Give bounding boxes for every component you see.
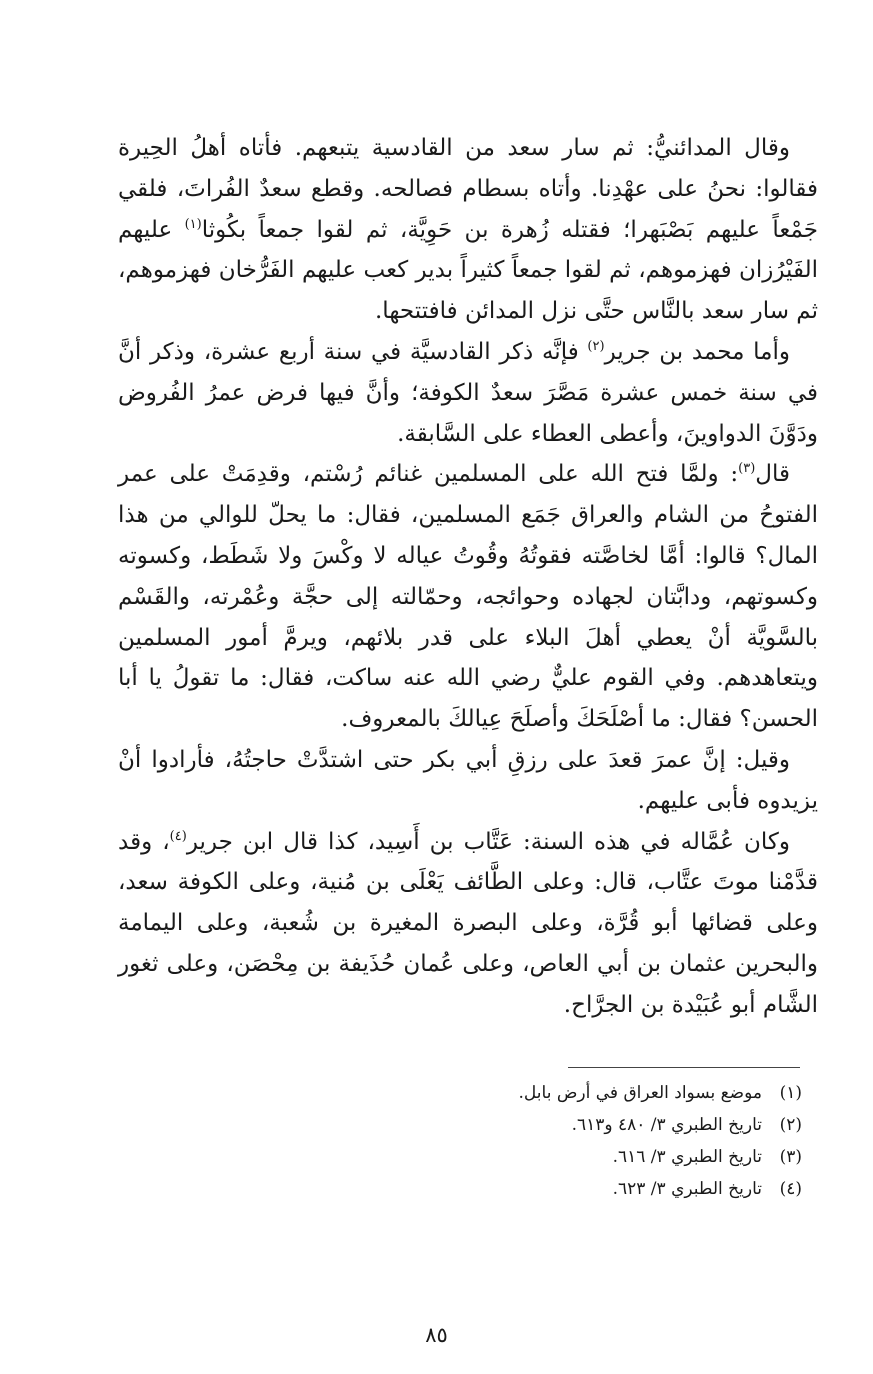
footnote-4: (٤)تاريخ الطبري ٣/ ٦٢٣.: [612, 1179, 802, 1199]
footnote-ref-4: (٤): [169, 828, 187, 844]
footnote-ref-1: (١): [184, 216, 202, 232]
paragraph-2: وأما محمد بن جرير$^{(٢)}$ فإنَّه ذكر القادسيَّة في سنة أربع عشرة، وذكر أنَّ في سنة خمس عشرة مَصَّرَ سعدٌ الكوفة؛ وأنَّ فيها فرض عمرُ الفُروض ودَوَّنَ الدواوينَ، وأعطى العطاء على السَّابقة.: [118, 338, 818, 447]
footnote-2: (٢)تاريخ الطبري ٣/ ٤٨٠ و٦١٣.: [571, 1115, 802, 1135]
footnote-ref-2: (٢): [587, 338, 605, 354]
page-number: ٨٥: [425, 1323, 448, 1347]
paragraph-3: قال$^{(٣)}$: ولمَّا فتح الله على المسلمين غنائم رُسْتم، وقدِمَتْ على عمر الفتوحُ من الشام والعراق جَمَع المسلمين، فقال: ما يحلّ للوالي من هذا المال؟ قالوا: أمَّا لخاصَّته فقوتُهُ وقُوتُ عياله لا وكْسَ ولا شَطَط، وكسوته وكسوتهم، ودابَّتان لجهاده وحوائجه، وحمّالته إلى حجَّة وعُمْرته، والقَسْم بالسَّويَّة أنْ يعطي أهلَ البلاء على قدر بلائهم، ويرمَّ أمور المسلمين ويتعاهدهم. وفي القوم عليٌّ رضي الله عنه ساكت، فقال: ما تقولُ يا أبا الحسن؟ فقال: ما أصْلَحَكَ وأصلَحَ عِيالكَ بالمعروف.: [118, 461, 818, 733]
footnotes: [300, 1077, 802, 1205]
paragraph-5: وكان عُمَّاله في هذه السنة: عَتَّاب بن أَسِيد، كذا قال ابن جرير$^{(٤)}$، وقد قدَّمْنا موتَ عتَّاب، قال: وعلى الطَّائف يَعْلَى بن مُنية، وعلى الكوفة سعد، وعلى قضائها أبو قُرَّة، وعلى البصرة المغيرة بن شُعبة، وعلى اليمامة والبحرين عثمان بن أبي العاص، وعلى عُمان حُذَيفة بن مِحْصَن، وعلى ثغور الشَّام أبو عُبَيْدة بن الجرَّاح.: [118, 828, 818, 1018]
footnote-divider: [568, 1067, 800, 1068]
footnote-1: (١)موضع بسواد العراق في أرض بابل.: [518, 1083, 802, 1103]
footnote-3: (٣)تاريخ الطبري ٣/ ٦١٦.: [612, 1147, 802, 1167]
paragraph-4: وقيل: إنَّ عمرَ قعدَ على رزقِ أبي بكر حتى اشتدَّتْ حاجتُهُ، فأرادوا أنْ يزيدوه فأبى عليهم.: [118, 746, 818, 814]
paragraph-1: وقال المدائنيُّ: ثم سار سعد من القادسية يتبعهم. فأتاه أهلُ الحِيرة فقالوا: نحنُ على عهْدِنا. وأتاه بسطام فصالحه. وقطع سعدٌ الفُراتَ، فلقي جَمْعاً عليهم بَصْبَهرا؛ فقتله زُهرة بن حَوِيَّة، ثم لقوا جمعاً بكُوثا$^{(١)}$ عليهم الفَيْرُزان فهزموهم، ثم لقوا جمعاً كثيراً بدير كعب عليهم الفَرُّخان فهزموهم، ثم سار سعد بالنَّاس حتَّى نزل المدائن فافتتحها.: [118, 135, 818, 325]
footnote-ref-3: (٣): [738, 461, 756, 477]
main-text: [118, 128, 818, 1026]
